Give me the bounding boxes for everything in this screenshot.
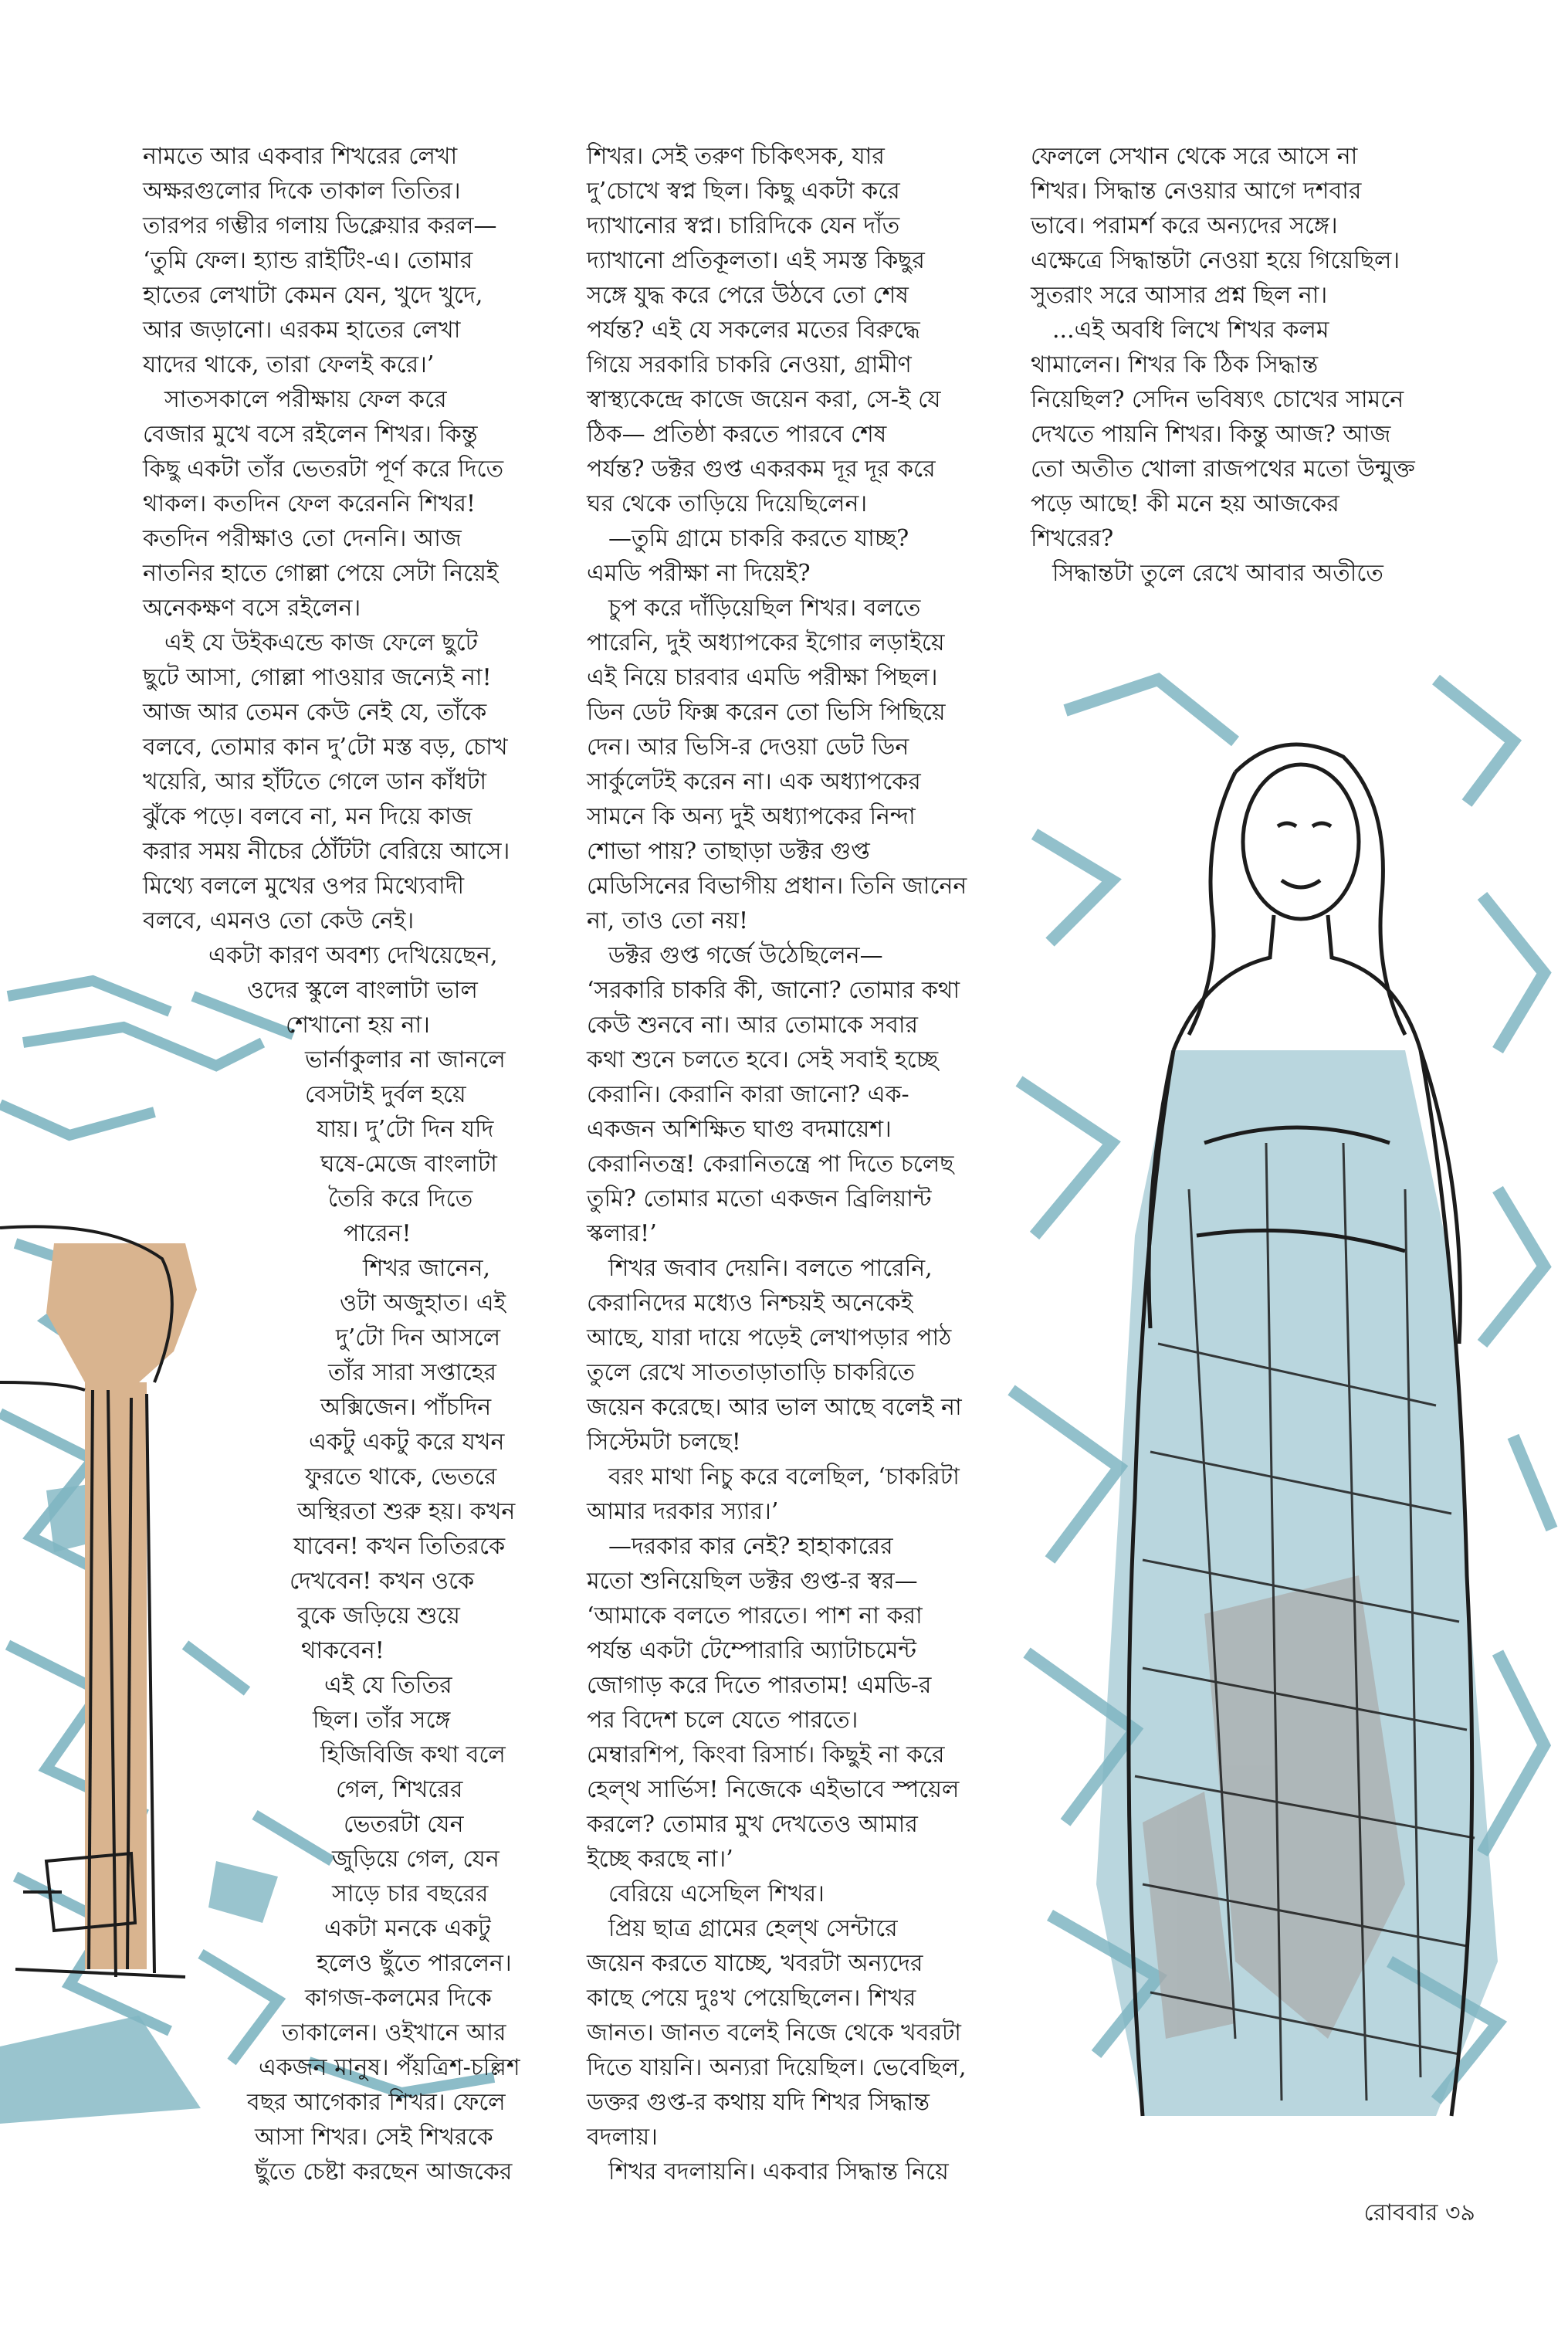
article-line: প্রিয় ছাত্র গ্রামের হেল্থ সেন্টারে <box>608 1915 898 1942</box>
article-line: বছর আগেকার শিখর। ফেলে <box>247 2089 506 2116</box>
article-line: পড়ে আছে! কী মনে হয় আজকের <box>1031 490 1339 517</box>
article-line: থাকবেন! <box>301 1637 384 1664</box>
article-line: পর্যন্ত? ডক্টর গুপ্ত একরকম দূর দূর করে <box>587 456 936 483</box>
article-line: তারপর গম্ভীর গলায় ডিক্লেয়ার করল— <box>143 212 497 239</box>
article-line: এমডি পরীক্ষা না দিয়েই? <box>587 560 811 587</box>
article-line: সিদ্ধান্তটা তুলে রেখে আবার অতীতে <box>1052 560 1383 587</box>
article-line: হাতের লেখাটা কেমন যেন, খুদে খুদে, <box>143 282 483 309</box>
article-line: জোগাড় করে দিতে পারতাম! এমডি-র <box>587 1672 932 1699</box>
article-line: নামতে আর একবার শিখরের লেখা <box>143 143 458 170</box>
article-line: ঝুঁকে পড়ে। বলবে না, মন দিয়ে কাজ <box>143 803 472 830</box>
article-line: তো অতীত খোলা রাজপথের মতো উন্মুক্ত <box>1031 456 1415 483</box>
article-line: —তুমি গ্রামে চাকরি করতে যাচ্ছ? <box>608 525 909 552</box>
article-line: যায়। দু’টো দিন যদি <box>317 1116 494 1143</box>
article-line: দু’চোখে স্বপ্ন ছিল। কিছু একটা করে <box>587 178 900 205</box>
article-line: ছুঁতে চেষ্টা করছেন আজকের <box>255 2158 513 2185</box>
article-line: খয়েরি, আর হাঁটতে গেলে ডান কাঁধটা <box>143 768 487 795</box>
article-line: পর্যন্ত? এই যে সকলের মতের বিরুদ্ধে <box>587 317 920 344</box>
article-line: ইচ্ছে করছে না।’ <box>587 1846 733 1873</box>
article-line: পারেন! <box>344 1220 411 1247</box>
article-line: বরং মাথা নিচু করে বলেছিল, ‘চাকরিটা <box>608 1463 960 1490</box>
article-line: একজন মানুষ। পঁয়ত্রিশ-চল্লিশ <box>259 2054 520 2081</box>
article-line: পর্যন্ত একটা টেম্পোরারি অ্যাটাচমেন্ট <box>587 1637 917 1664</box>
article-line: শিখর জানেন, <box>363 1255 491 1282</box>
article-line: সার্কুলেটই করেন না। এক অধ্যাপকের <box>587 768 921 795</box>
article-line: যাদের থাকে, তারা ফেলই করে।’ <box>143 351 435 378</box>
article-line: ‘তুমি ফেল। হ্যান্ড রাইটিং-এ। তোমার <box>143 247 473 274</box>
article-line: এই যে তিতির <box>324 1672 452 1699</box>
article-line: একটু একটু করে যখন <box>309 1429 505 1456</box>
article-line: দ্যাখানো প্রতিকূলতা। এই সমস্ত কিছুর <box>587 247 925 274</box>
article-line: ‘সরকারি চাকরি কী, জানো? তোমার কথা <box>587 977 960 1004</box>
article-line: হিজিবিজি কথা বলে <box>320 1741 506 1768</box>
article-line: কিছু একটা তাঁর ভেতরটা পূর্ণ করে দিতে <box>143 456 504 483</box>
article-line: ঘষে-মেজে বাংলাটা <box>320 1151 497 1178</box>
article-line: চুপ করে দাঁড়িয়েছিল শিখর। বলতে <box>608 595 921 622</box>
article-line: শোভা পায়? তাছাড়া ডক্টর গুপ্ত <box>587 838 870 865</box>
article-line: শেখানো হয় না। <box>286 1012 430 1039</box>
article-line: গেল, শিখরের <box>336 1776 463 1803</box>
article-line: বলবে, তোমার কান দু’টো মস্ত বড়, চোখ <box>143 734 508 761</box>
article-line: জানত। জানত বলেই নিজে থেকে খবরটা <box>587 2019 962 2046</box>
article-line: ভাবে। পরামর্শ করে অন্যদের সঙ্গে। <box>1031 212 1338 239</box>
article-line: নিয়েছিল? সেদিন ভবিষ্যৎ চোখের সামনে <box>1031 386 1404 413</box>
article-line: ডক্তর গুপ্ত-র কথায় যদি শিখর সিদ্ধান্ত <box>587 2089 930 2116</box>
article-line: শিখর। সেই তরুণ চিকিৎসক, যার <box>587 143 885 170</box>
article-line: একটা মনকে একটু <box>324 1915 491 1942</box>
article-line: কেউ শুনবে না। আর তোমাকে সবার <box>587 1012 919 1039</box>
article-line: শিখর বদলায়নি। একবার সিদ্ধান্ত নিয়ে <box>608 2158 949 2185</box>
article-line: কেরানিতন্ত্র! কেরানিতন্ত্রে পা দিতে চলেছ <box>587 1151 954 1178</box>
article-line: ভেতরটা যেন <box>344 1811 464 1838</box>
article-line: মেম্বারশিপ, কিংবা রিসার্চ। কিছুই না করে <box>587 1741 945 1768</box>
article-line: এই যে উইকএন্ডে কাজ ফেলে ছুটে <box>164 629 478 656</box>
article-line: হেল্থ সার্ভিস! নিজেকে এইভাবে স্পয়েল <box>587 1776 960 1803</box>
article-line: কাগজ-কলমের দিকে <box>305 1985 492 2012</box>
article-line: ছুটে আসা, গোল্লা পাওয়ার জন্যেই না! <box>143 664 492 691</box>
article-line: আজ আর তেমন কেউ নেই যে, তাঁকে <box>143 699 487 726</box>
article-line: আমার দরকার স্যার।’ <box>587 1498 779 1525</box>
article-line: ওদের স্কুলে বাংলাটা ভাল <box>247 977 478 1004</box>
article-line: —দরকার কার নেই? হাহাকারের <box>608 1533 893 1560</box>
article-line: একটা কারণ অবশ্য দেখিয়েছেন, <box>208 942 498 969</box>
article-line: সামনে কি অন্য দুই অধ্যাপকের নিন্দা <box>587 803 916 830</box>
article-line: তুলে রেখে সাততাড়াতাড়ি চাকরিতে <box>587 1359 916 1386</box>
woman-portrait-illustration <box>1004 649 1568 2178</box>
article-line: ফুরতে থাকে, ভেতরে <box>305 1463 497 1490</box>
article-line: হলেও ছুঁতে পারলেন। <box>317 1950 512 1977</box>
article-line: ডিন ডেট ফিক্স করেন তো ভিসি পিছিয়ে <box>587 699 946 726</box>
article-line: ঠিক— প্রতিষ্ঠা করতে পারবে শেষ <box>587 421 887 448</box>
article-line: সাতসকালে পরীক্ষায় ফেল করে <box>164 386 447 413</box>
article-column-3 <box>1031 139 1448 591</box>
article-line: আসা শিখর। সেই শিখরকে <box>255 2124 493 2151</box>
article-line: করার সময় নীচের ঠোঁটটা বেরিয়ে আসে। <box>143 838 510 865</box>
article-line: মতো শুনিয়েছিল ডক্টর গুপ্ত-র স্বর— <box>587 1568 918 1595</box>
article-line: কাছে পেয়ে দুঃখ পেয়েছিলেন। শিখর <box>587 1985 916 2012</box>
article-line: থামালেন। শিখর কি ঠিক সিদ্ধান্ত <box>1031 351 1319 378</box>
article-line: অক্ষরগুলোর দিকে তাকাল তিতির। <box>143 178 461 205</box>
article-line: ঘর থেকে তাড়িয়ে দিয়েছিলেন। <box>587 490 868 517</box>
article-line: অক্সিজেন। পাঁচদিন <box>320 1394 492 1421</box>
article-line: সিস্টেমটা চলছে! <box>587 1429 741 1456</box>
article-line: বলবে, এমনও তো কেউ নেই। <box>143 907 415 934</box>
article-line: মিথ্যে বললে মুখের ওপর মিথ্যেবাদী <box>143 873 465 900</box>
article-line: ফেললে সেখান থেকে সরে আসে না <box>1031 143 1358 170</box>
article-line: তৈরি করে দিতে <box>328 1185 473 1212</box>
article-line: সাড়ে চার বছরের <box>332 1880 489 1907</box>
article-line: না, তাও তো নয়! <box>587 907 749 934</box>
article-line: ছিল। তাঁর সঙ্গে <box>313 1707 451 1734</box>
article-line: পারেনি, দুই অধ্যাপকের ইগোর লড়াইয়ে <box>587 629 945 656</box>
article-line: সুতরাং সরে আসার প্রশ্ন ছিল না। <box>1031 282 1328 309</box>
article-line: তাঁর সারা সপ্তাহের <box>328 1359 496 1386</box>
article-line: এক্ষেত্রে সিদ্ধান্তটা নেওয়া হয়ে গিয়েছিল। <box>1031 247 1400 274</box>
article-line: বেসটাই দুর্বল হয়ে <box>305 1081 466 1108</box>
article-line: ‘আমাকে বলতে পারতে। পাশ না করা <box>587 1602 923 1629</box>
article-line: দেখবেন! কখন ওকে <box>290 1568 475 1595</box>
article-line: ভার্নাকুলার না জানলে <box>305 1046 506 1073</box>
article-line: সঙ্গে যুদ্ধ করে পেরে উঠবে তো শেষ <box>587 282 909 309</box>
article-line: করলে? তোমার মুখ দেখতেও আমার <box>587 1811 918 1838</box>
article-line: আর জড়ানো। এরকম হাতের লেখা <box>143 317 461 344</box>
article-line: কেরানিদের মধ্যেও নিশ্চয়ই অনেকেই <box>587 1290 913 1317</box>
article-line: বেরিয়ে এসেছিল শিখর। <box>608 1880 825 1907</box>
article-line: পর বিদেশ চলে যেতে পারতে। <box>587 1707 859 1734</box>
article-line: কেরানি। কেরানি কারা জানো? এক- <box>587 1081 909 1108</box>
article-column-1 <box>143 139 560 2189</box>
article-line: কথা শুনে চলতে হবে। সেই সবাই হচ্ছে <box>587 1046 939 1073</box>
page-number-footer: রোববার ৩৯ <box>1363 2199 1475 2226</box>
article-line: আছে, যারা দায়ে পড়েই লেখাপড়ার পাঠ <box>587 1324 952 1351</box>
article-line: বদলায়। <box>587 2124 658 2151</box>
article-line: জয়েন করেছে। আর ভাল আছে বলেই না <box>587 1394 962 1421</box>
article-line: জুড়িয়ে গেল, যেন <box>332 1846 500 1873</box>
article-line: অনেকক্ষণ বসে রইলেন। <box>143 595 361 622</box>
article-line: অস্থিরতা শুরু হয়। কখন <box>297 1498 516 1525</box>
article-line: শিখর। সিদ্ধান্ত নেওয়ার আগে দশবার <box>1031 178 1362 205</box>
article-line: বেজার মুখে বসে রইলেন শিখর। কিন্তু <box>143 421 478 448</box>
article-line: কতদিন পরীক্ষাও তো দেননি। আজ <box>143 525 462 552</box>
article-line: নাতনির হাতে গোল্লা পেয়ে সেটা নিয়েই <box>143 560 499 587</box>
article-line: যাবেন! কখন তিতিরকে <box>293 1533 506 1560</box>
article-line: থাকল। কতদিন ফেল করেননি শিখর! <box>143 490 476 517</box>
article-line: তুমি? তোমার মতো একজন ব্রিলিয়ান্ট <box>587 1185 932 1212</box>
article-line: দু’টো দিন আসলে <box>336 1324 501 1351</box>
article-line: ...এই অবধি লিখে শিখর কলম <box>1052 317 1329 344</box>
article-line: একজন অশিক্ষিত ঘাগু বদমায়েশ। <box>587 1116 892 1143</box>
article-line: দ্যাখানোর স্বপ্ন। চারিদিকে যেন দাঁত <box>587 212 900 239</box>
article-line: দেন। আর ভিসি-র দেওয়া ডেট ডিন <box>587 734 909 761</box>
article-line: শিখর জবাব দেয়নি। বলতে পারেনি, <box>608 1255 933 1282</box>
article-line: দেখতে পায়নি শিখর। কিন্তু আজ? আজ <box>1031 421 1391 448</box>
article-line: ডক্টর গুপ্ত গর্জে উঠেছিলেন— <box>608 942 883 969</box>
article-line: শিখরের? <box>1031 525 1114 552</box>
article-line: দিতে যায়নি। অন্যরা দিয়েছিল। ভেবেছিল, <box>587 2054 967 2081</box>
article-line: এই নিয়ে চারবার এমডি পরীক্ষা পিছল। <box>587 664 938 691</box>
article-line: গিয়ে সরকারি চাকরি নেওয়া, গ্রামীণ <box>587 351 912 378</box>
article-line: স্বাস্থ্যকেন্দ্রে কাজে জয়েন করা, সে-ই যে <box>587 386 941 413</box>
article-line: তাকালেন। ওইখানে আর <box>282 2019 506 2046</box>
article-line: মেডিসিনের বিভাগীয় প্রধান। তিনি জানেন <box>587 873 967 900</box>
article-line: জয়েন করতে যাচ্ছে, খবরটা অন্যদের <box>587 1950 923 1977</box>
article-line: ওটা অজুহাত। এই <box>340 1290 506 1317</box>
article-column-2 <box>587 139 1004 2189</box>
article-line: বুকে জড়িয়ে শুয়ে <box>297 1602 460 1629</box>
article-line: স্কলার!’ <box>587 1220 657 1247</box>
